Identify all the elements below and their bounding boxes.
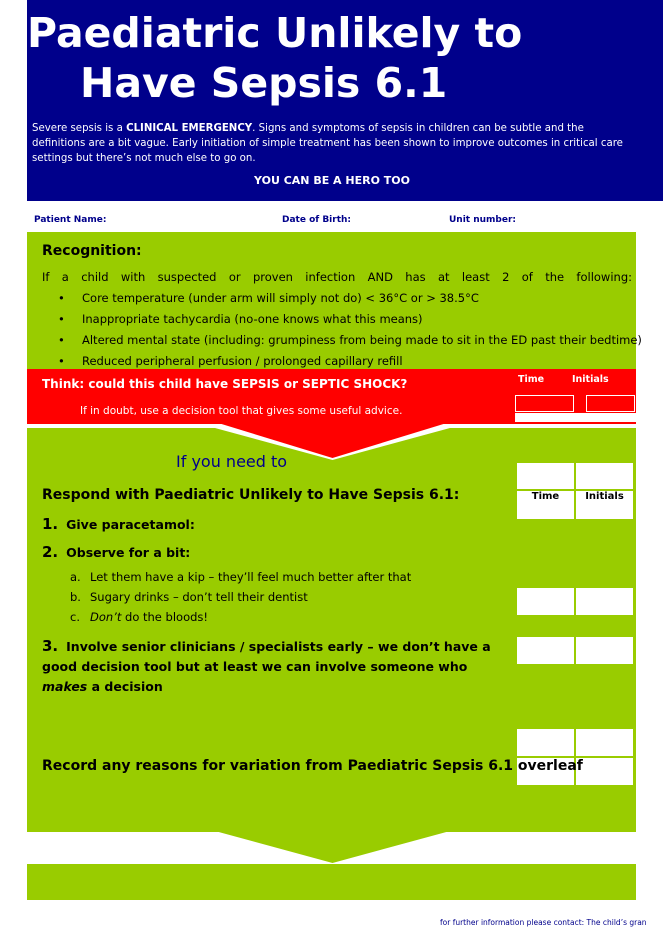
recognition-bullet: • Reduced peripheral perfusion / prolonged capillary refill bbox=[58, 354, 403, 368]
recognition-title: Recognition: bbox=[42, 243, 142, 259]
record-cell[interactable] bbox=[576, 463, 633, 489]
bottom-arrow bbox=[215, 831, 450, 863]
recognition-bullet: • Altered mental state (including: grumpiness from being made to sit in the ED past their bedtime) bbox=[58, 333, 642, 347]
intro-text: Severe sepsis is a CLINICAL EMERGENCY. Signs and symptoms of sepsis in children can be subtle and the definitions are a bit vague. Early initiation of simple treatment has been shown to improve outcomes in critical care settings but there’s not much else to go on. bbox=[32, 123, 623, 164]
think-subtitle: If in doubt, use a decision tool that gives some useful advice. bbox=[80, 405, 403, 417]
think-initials-cell[interactable] bbox=[586, 395, 635, 412]
dob-label: Date of Birth: bbox=[282, 215, 352, 225]
record-cell[interactable] bbox=[517, 463, 574, 489]
record-cell[interactable] bbox=[576, 758, 633, 785]
record-cell[interactable] bbox=[576, 729, 633, 756]
substep-a: a. Let them have a kip – they’ll feel much better after that bbox=[70, 570, 412, 584]
recognition-lead: If a child with suspected or proven infection AND has at least 2 of the following: bbox=[42, 270, 632, 284]
if-you-need-to: If you need to bbox=[176, 452, 288, 471]
hero-tagline: YOU CAN BE A HERO TOO bbox=[254, 174, 410, 187]
page-title-line1: Paediatric Unlikely to bbox=[27, 9, 523, 57]
record-variation-text: Record any reasons for variation from Paediatric Sepsis 6.1 overleaf bbox=[42, 758, 583, 774]
record-cell[interactable] bbox=[576, 637, 633, 664]
substep-b: b. Sugary drinks – don’t tell their dentist bbox=[70, 590, 308, 604]
think-divider bbox=[515, 413, 636, 422]
patient-name-label: Patient Name: bbox=[34, 215, 107, 225]
respond-time-header: Time bbox=[517, 491, 574, 519]
record-cell[interactable] bbox=[576, 588, 633, 615]
step-1: 1. Give paracetamol: bbox=[42, 515, 195, 533]
think-title: Think: could this child have SEPSIS or SEPTIC SHOCK? bbox=[42, 377, 408, 391]
page-title-line2: Have Sepsis 6.1 bbox=[80, 59, 448, 107]
respond-heading: Respond with Paediatric Unlikely to Have Sepsis 6.1: bbox=[42, 487, 460, 503]
respond-initials-header: Initials bbox=[576, 491, 633, 519]
step-3: 3. Involve senior clinicians / specialists early – we don’t have a good decision tool but at least we can involve someone who makes a decision bbox=[42, 637, 491, 694]
step-2: 2. Observe for a bit: bbox=[42, 543, 191, 561]
footer-contact: for further information please contact: The child’s gran bbox=[440, 918, 647, 927]
think-initials-header: Initials bbox=[572, 374, 609, 385]
think-time-cell[interactable] bbox=[515, 395, 574, 412]
record-cell[interactable] bbox=[517, 729, 574, 756]
bottom-band bbox=[27, 864, 636, 900]
think-time-header: Time bbox=[518, 374, 545, 385]
unit-number-label: Unit number: bbox=[449, 215, 517, 225]
record-cell[interactable] bbox=[517, 588, 574, 615]
record-cell[interactable] bbox=[517, 637, 574, 664]
recognition-bullet: • Core temperature (under arm will simply not do) < 36°C or > 38.5°C bbox=[58, 291, 479, 305]
substep-c: c. Don’t do the bloods! bbox=[70, 610, 209, 624]
recognition-bullet: • Inappropriate tachycardia (no-one knows what this means) bbox=[58, 312, 423, 326]
